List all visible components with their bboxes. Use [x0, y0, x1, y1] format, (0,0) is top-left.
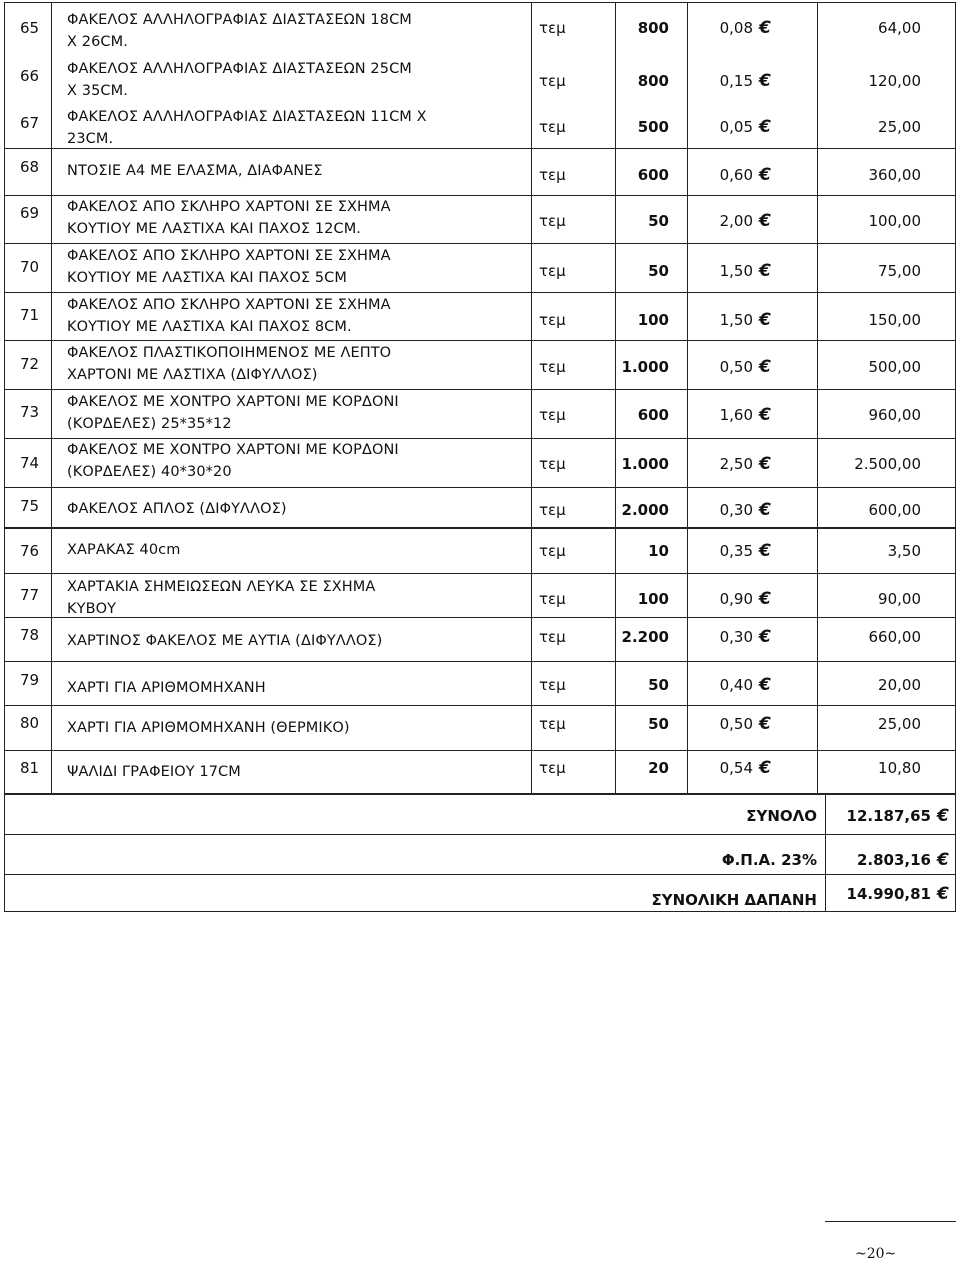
- description-line: ΚΥΒΟΥ: [67, 601, 117, 617]
- line-total-cell: 150,00: [868, 311, 921, 329]
- footer-rule: [825, 1221, 956, 1222]
- unit-price-cell: 0,54: [719, 759, 753, 777]
- description-line: ΚΟΥΤΙΟΥ ΜΕ ΛΑΣΤΙΧΑ ΚΑΙ ΠΑΧΟΣ 12CM.: [67, 221, 362, 237]
- unit-price-cell: 1,60: [719, 406, 753, 424]
- description-line: ΦΑΚΕΛΟΣ ΑΠΟ ΣΚΛΗΡΟ ΧΑΡΤΟΝΙ ΣΕ ΣΧΗΜΑ: [67, 248, 391, 264]
- quantity-cell: 800: [637, 19, 669, 37]
- table-row: [5, 3, 955, 53]
- euro-icon: €: [759, 165, 771, 185]
- quantity-cell: 1.000: [621, 455, 669, 473]
- euro-icon: €: [759, 541, 771, 561]
- description-line: ΚΟΥΤΙΟΥ ΜΕ ΛΑΣΤΙΧΑ ΚΑΙ ΠΑΧΟΣ 8CM.: [67, 319, 352, 335]
- item-description: [67, 294, 507, 338]
- table-row: [5, 195, 955, 244]
- unit-price-cell: 0,35: [719, 542, 753, 560]
- euro-icon: €: [759, 627, 771, 647]
- quantity-cell: 1.000: [621, 358, 669, 376]
- unit-cell: τεμ: [539, 212, 566, 230]
- euro-icon: €: [937, 850, 949, 870]
- summary-value: 14.990,81: [846, 885, 931, 903]
- quantity-cell: 100: [637, 311, 669, 329]
- table-row: [5, 100, 955, 148]
- unit-price-cell: 0,30: [719, 628, 753, 646]
- table-row: [5, 617, 955, 662]
- summary-row: [5, 795, 955, 834]
- euro-icon: €: [937, 884, 949, 904]
- item-number: 71: [20, 306, 40, 324]
- euro-icon: €: [759, 18, 771, 38]
- item-number: 80: [20, 714, 40, 732]
- line-total-cell: 2.500,00: [854, 455, 921, 473]
- item-number: 75: [20, 497, 40, 515]
- item-number: 77: [20, 586, 40, 604]
- summary-label: ΣΥΝΟΛΙΚΗ ΔΑΠΑΝΗ: [651, 891, 817, 909]
- quantity-cell: 2.200: [621, 628, 669, 646]
- euro-icon: €: [759, 714, 771, 734]
- item-description: [67, 391, 507, 435]
- quantity-cell: 800: [637, 72, 669, 90]
- euro-icon: €: [759, 758, 771, 778]
- description-line: ΦΑΚΕΛΟΣ ΑΛΛΗΛΟΓΡΑΦΙΑΣ ΔΙΑΣΤΑΣΕΩΝ 11CM Χ: [67, 109, 427, 125]
- description-line: 23CM.: [67, 131, 114, 147]
- quantity-cell: 20: [648, 759, 669, 777]
- table-row: [5, 438, 955, 488]
- euro-icon: €: [759, 310, 771, 330]
- unit-price-cell: 0,05: [719, 118, 753, 136]
- item-number: 74: [20, 454, 40, 472]
- item-description: [67, 576, 507, 620]
- description-line: ΦΑΚΕΛΟΣ ΜΕ ΧΟΝΤΡΟ ΧΑΡΤΟΝΙ ΜΕ ΚΟΡΔΟΝΙ: [67, 394, 399, 410]
- table-row: [5, 529, 955, 573]
- unit-price-cell: 1,50: [719, 311, 753, 329]
- quantity-cell: 50: [648, 676, 669, 694]
- unit-cell: τεμ: [539, 455, 566, 473]
- description-line: (ΚΟΡΔΕΛΕΣ) 25*35*12: [67, 416, 232, 432]
- item-description: [67, 58, 507, 102]
- line-total-cell: 10,80: [878, 759, 921, 777]
- item-number: 81: [20, 759, 40, 777]
- quantity-cell: 2.000: [621, 501, 669, 519]
- description-line: ΧΑΡΤΙ ΓΙΑ ΑΡΙΘΜΟΜΗΧΑΝΗ: [67, 680, 266, 696]
- item-description: [67, 342, 507, 386]
- unit-cell: τεμ: [539, 19, 566, 37]
- unit-cell: τεμ: [539, 262, 566, 280]
- item-description: [67, 539, 507, 561]
- line-total-cell: 960,00: [868, 406, 921, 424]
- unit-cell: τεμ: [539, 72, 566, 90]
- unit-cell: τεμ: [539, 311, 566, 329]
- euro-icon: €: [759, 357, 771, 377]
- item-number: 67: [20, 114, 40, 132]
- item-number: 66: [20, 67, 40, 85]
- item-number: 65: [20, 19, 40, 37]
- unit-price-cell: 0,08: [719, 19, 753, 37]
- description-line: ΦΑΚΕΛΟΣ ΠΛΑΣΤΙΚΟΠΟΙΗΜΕΝΟΣ ΜΕ ΛΕΠΤΟ: [67, 345, 392, 361]
- euro-icon: €: [937, 806, 949, 826]
- description-line: ΧΑΡΤΙ ΓΙΑ ΑΡΙΘΜΟΜΗΧΑΝΗ (ΘΕΡΜΙΚΟ): [67, 720, 350, 736]
- unit-price-cell: 2,00: [719, 212, 753, 230]
- quantity-cell: 600: [637, 166, 669, 184]
- unit-price-cell: 0,30: [719, 501, 753, 519]
- unit-price-cell: 0,90: [719, 590, 753, 608]
- table-row: [5, 661, 955, 706]
- item-description: [67, 761, 507, 783]
- unit-cell: τεμ: [539, 628, 566, 646]
- unit-cell: τεμ: [539, 759, 566, 777]
- line-total-cell: 25,00: [878, 715, 921, 733]
- description-line: ΧΑΡΑΚΑΣ 40cm: [67, 542, 181, 558]
- line-total-cell: 64,00: [878, 19, 921, 37]
- unit-cell: τεμ: [539, 715, 566, 733]
- description-line: ΚΟΥΤΙΟΥ ΜΕ ΛΑΣΤΙΧΑ ΚΑΙ ΠΑΧΟΣ 5CM: [67, 270, 347, 286]
- line-total-cell: 500,00: [868, 358, 921, 376]
- quantity-cell: 50: [648, 212, 669, 230]
- item-description: [67, 717, 507, 739]
- item-description: [67, 196, 507, 240]
- euro-icon: €: [759, 454, 771, 474]
- item-description: [67, 677, 507, 699]
- unit-price-cell: 0,60: [719, 166, 753, 184]
- line-total-cell: 600,00: [868, 501, 921, 519]
- unit-cell: τεμ: [539, 358, 566, 376]
- description-line: ΧΑΡΤΟΝΙ ΜΕ ΛΑΣΤΙΧΑ (ΔΙΦΥΛΛΟΣ): [67, 367, 318, 383]
- unit-price-cell: 0,15: [719, 72, 753, 90]
- table-row: [5, 705, 955, 751]
- unit-price-cell: 1,50: [719, 262, 753, 280]
- summary-value: 2.803,16: [856, 851, 931, 869]
- line-total-cell: 25,00: [878, 118, 921, 136]
- line-total-cell: 3,50: [887, 542, 921, 560]
- unit-price-cell: 0,40: [719, 676, 753, 694]
- items-table-bottom: [4, 528, 956, 794]
- description-line: Χ 35CM.: [67, 83, 128, 99]
- summary-row: [5, 834, 955, 875]
- description-line: (ΚΟΡΔΕΛΕΣ) 40*30*20: [67, 464, 232, 480]
- item-description: [67, 245, 507, 289]
- unit-cell: τεμ: [539, 166, 566, 184]
- item-number: 79: [20, 671, 40, 689]
- line-total-cell: 20,00: [878, 676, 921, 694]
- line-total-cell: 100,00: [868, 212, 921, 230]
- euro-icon: €: [759, 261, 771, 281]
- unit-cell: τεμ: [539, 406, 566, 424]
- description-line: ΧΑΡΤΑΚΙΑ ΣΗΜΕΙΩΣΕΩΝ ΛΕΥΚΑ ΣΕ ΣΧΗΜΑ: [67, 579, 376, 595]
- item-number: 70: [20, 258, 40, 276]
- item-number: 73: [20, 403, 40, 421]
- quantity-cell: 50: [648, 262, 669, 280]
- line-total-cell: 360,00: [868, 166, 921, 184]
- euro-icon: €: [759, 405, 771, 425]
- unit-cell: τεμ: [539, 590, 566, 608]
- unit-cell: τεμ: [539, 676, 566, 694]
- item-description: [67, 498, 507, 520]
- line-total-cell: 660,00: [868, 628, 921, 646]
- description-line: ΝΤΟΣΙΕ Α4 ΜΕ ΕΛΑΣΜΑ, ΔΙΑΦΑΝΕΣ: [67, 163, 323, 179]
- description-line: Χ 26CM.: [67, 34, 128, 50]
- euro-icon: €: [759, 589, 771, 609]
- description-line: ΦΑΚΕΛΟΣ ΑΠΟ ΣΚΛΗΡΟ ΧΑΡΤΟΝΙ ΣΕ ΣΧΗΜΑ: [67, 297, 391, 313]
- description-line: ΦΑΚΕΛΟΣ ΜΕ ΧΟΝΤΡΟ ΧΑΡΤΟΝΙ ΜΕ ΚΟΡΔΟΝΙ: [67, 442, 399, 458]
- summary-row: [5, 874, 955, 914]
- quantity-cell: 100: [637, 590, 669, 608]
- table-row: [5, 53, 955, 100]
- description-line: ΨΑΛΙΔΙ ΓΡΑΦΕΙΟΥ 17CM: [67, 764, 241, 780]
- description-line: ΧΑΡΤΙΝΟΣ ΦΑΚΕΛΟΣ ΜΕ ΑΥΤΙΑ (ΔΙΦΥΛΛΟΣ): [67, 633, 383, 649]
- euro-icon: €: [759, 500, 771, 520]
- table-row: [5, 243, 955, 293]
- item-number: 69: [20, 204, 40, 222]
- item-description: [67, 439, 507, 483]
- table-row: [5, 340, 955, 390]
- item-description: [67, 106, 507, 150]
- quantity-cell: 50: [648, 715, 669, 733]
- items-table-top: [4, 2, 956, 528]
- unit-price-cell: 0,50: [719, 715, 753, 733]
- euro-icon: €: [759, 675, 771, 695]
- page-number: ~20~: [855, 1246, 897, 1262]
- euro-icon: €: [759, 117, 771, 137]
- unit-cell: τεμ: [539, 542, 566, 560]
- summary-label: ΣΥΝΟΛΟ: [746, 807, 817, 825]
- summary-label: Φ.Π.Α. 23%: [721, 851, 817, 869]
- description-line: ΦΑΚΕΛΟΣ ΑΠΛΟΣ (ΔΙΦΥΛΛΟΣ): [67, 501, 287, 517]
- quantity-cell: 10: [648, 542, 669, 560]
- table-row: [5, 292, 955, 341]
- table-row: [5, 148, 955, 196]
- description-line: ΦΑΚΕΛΟΣ ΑΛΛΗΛΟΓΡΑΦΙΑΣ ΔΙΑΣΤΑΣΕΩΝ 25CM: [67, 61, 412, 77]
- euro-icon: €: [759, 211, 771, 231]
- item-number: 72: [20, 355, 40, 373]
- table-row: [5, 487, 955, 530]
- line-total-cell: 90,00: [878, 590, 921, 608]
- item-number: 78: [20, 626, 40, 644]
- euro-icon: €: [759, 71, 771, 91]
- quantity-cell: 500: [637, 118, 669, 136]
- description-line: ΦΑΚΕΛΟΣ ΑΛΛΗΛΟΓΡΑΦΙΑΣ ΔΙΑΣΤΑΣΕΩΝ 18CM: [67, 12, 412, 28]
- quantity-cell: 600: [637, 406, 669, 424]
- line-total-cell: 120,00: [868, 72, 921, 90]
- table-row: [5, 750, 955, 796]
- item-description: [67, 160, 507, 182]
- description-line: ΦΑΚΕΛΟΣ ΑΠΟ ΣΚΛΗΡΟ ΧΑΡΤΟΝΙ ΣΕ ΣΧΗΜΑ: [67, 199, 391, 215]
- item-number: 68: [20, 158, 40, 176]
- item-number: 76: [20, 542, 40, 560]
- unit-price-cell: 2,50: [719, 455, 753, 473]
- unit-cell: τεμ: [539, 118, 566, 136]
- table-row: [5, 573, 955, 618]
- unit-cell: τεμ: [539, 501, 566, 519]
- unit-price-cell: 0,50: [719, 358, 753, 376]
- item-description: [67, 630, 507, 652]
- item-description: [67, 9, 507, 53]
- summary-value: 12.187,65: [846, 807, 931, 825]
- line-total-cell: 75,00: [878, 262, 921, 280]
- totals-table: [4, 794, 956, 912]
- table-row: [5, 389, 955, 439]
